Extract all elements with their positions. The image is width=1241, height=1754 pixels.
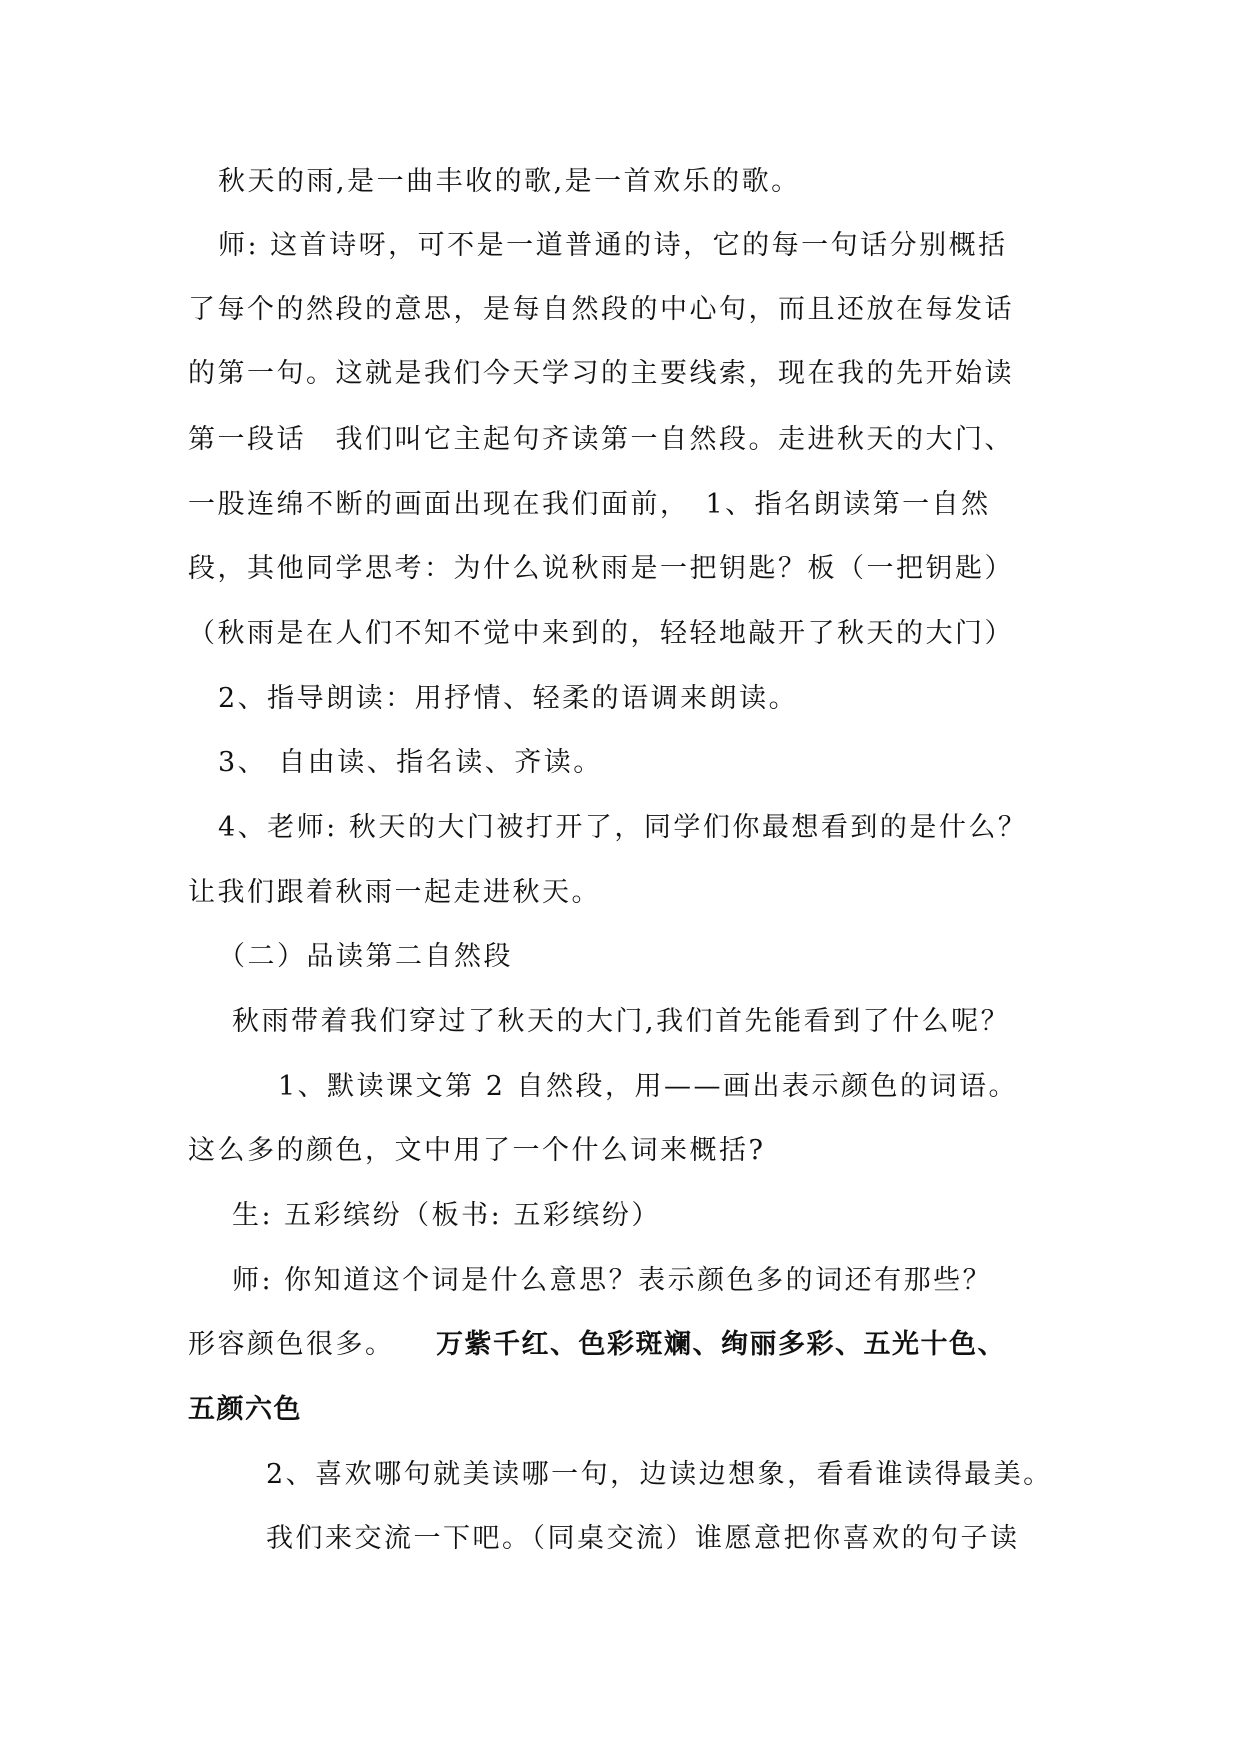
text-line-19: 形容颜色很多。 [188,1329,395,1360]
section-heading: （二）品读第二自然段 [218,941,513,972]
text-line-4: 的第一句。这就是我们今天学习的主要线索，现在我的先开始读 [188,358,1014,389]
text-line-5: 第一段话 我们叫它主起句齐读第一自然段。走进秋天的大门、 [188,424,1014,455]
text-line-3: 了每个的然段的意思，是每自然段的中心句，而且还放在每发话 [188,294,1014,325]
text-line-2: 师: 这首诗呀，可不是一道普通的诗，它的每一句话分别概括 [218,230,1008,261]
text-line-7: 段，其他同学思考：为什么说秋雨是一把钥匙？板（一把钥匙） [188,553,1014,584]
text-line-17: 生: 五彩缤纷（板书: 五彩缤纷） [232,1200,661,1231]
text-line-11: 4、老师: 秋天的大门被打开了，同学们你最想看到的是什么？ [218,812,1028,843]
text-line-6: 一股连绵不断的画面出现在我们面前， 1、指名朗读第一自然 [188,489,991,520]
bold-color-words-cont: 五颜六色 [188,1394,302,1425]
text-line-9: 2、指导朗读：用抒情、轻柔的语调来朗读。 [218,683,799,714]
text-line-16: 这么多的颜色，文中用了一个什么词来概括? [188,1135,766,1166]
bold-color-words: 万紫千红、色彩斑斓、绚丽多彩、五光十色、 [436,1329,1006,1360]
text-line-14: 秋雨带着我们穿过了秋天的大门,我们首先能看到了什么呢？ [232,1006,1011,1037]
text-line-10: 3、 自由读、指名读、齐读。 [218,747,603,778]
text-line-23: 我们来交流一下吧。（同桌交流）谁愿意把你喜欢的句子读 [266,1523,1020,1554]
text-line-15: 1、默读课文第 2 自然段，用——画出表示颜色的词语。 [278,1071,1019,1102]
text-line-12: 让我们跟着秋雨一起走进秋天。 [188,877,601,908]
text-line-18: 师: 你知道这个词是什么意思？表示颜色多的词还有那些？ [232,1265,993,1296]
text-line-8: （秋雨是在人们不知不觉中来到的，轻轻地敲开了秋天的大门） [188,618,1014,649]
text-line-22: 2、喜欢哪句就美读哪一句，边读边想象，看看谁读得最美。 [266,1459,1053,1490]
text-line-1: 秋天的雨,是一曲丰收的歌,是一首欢乐的歌。 [218,166,801,197]
